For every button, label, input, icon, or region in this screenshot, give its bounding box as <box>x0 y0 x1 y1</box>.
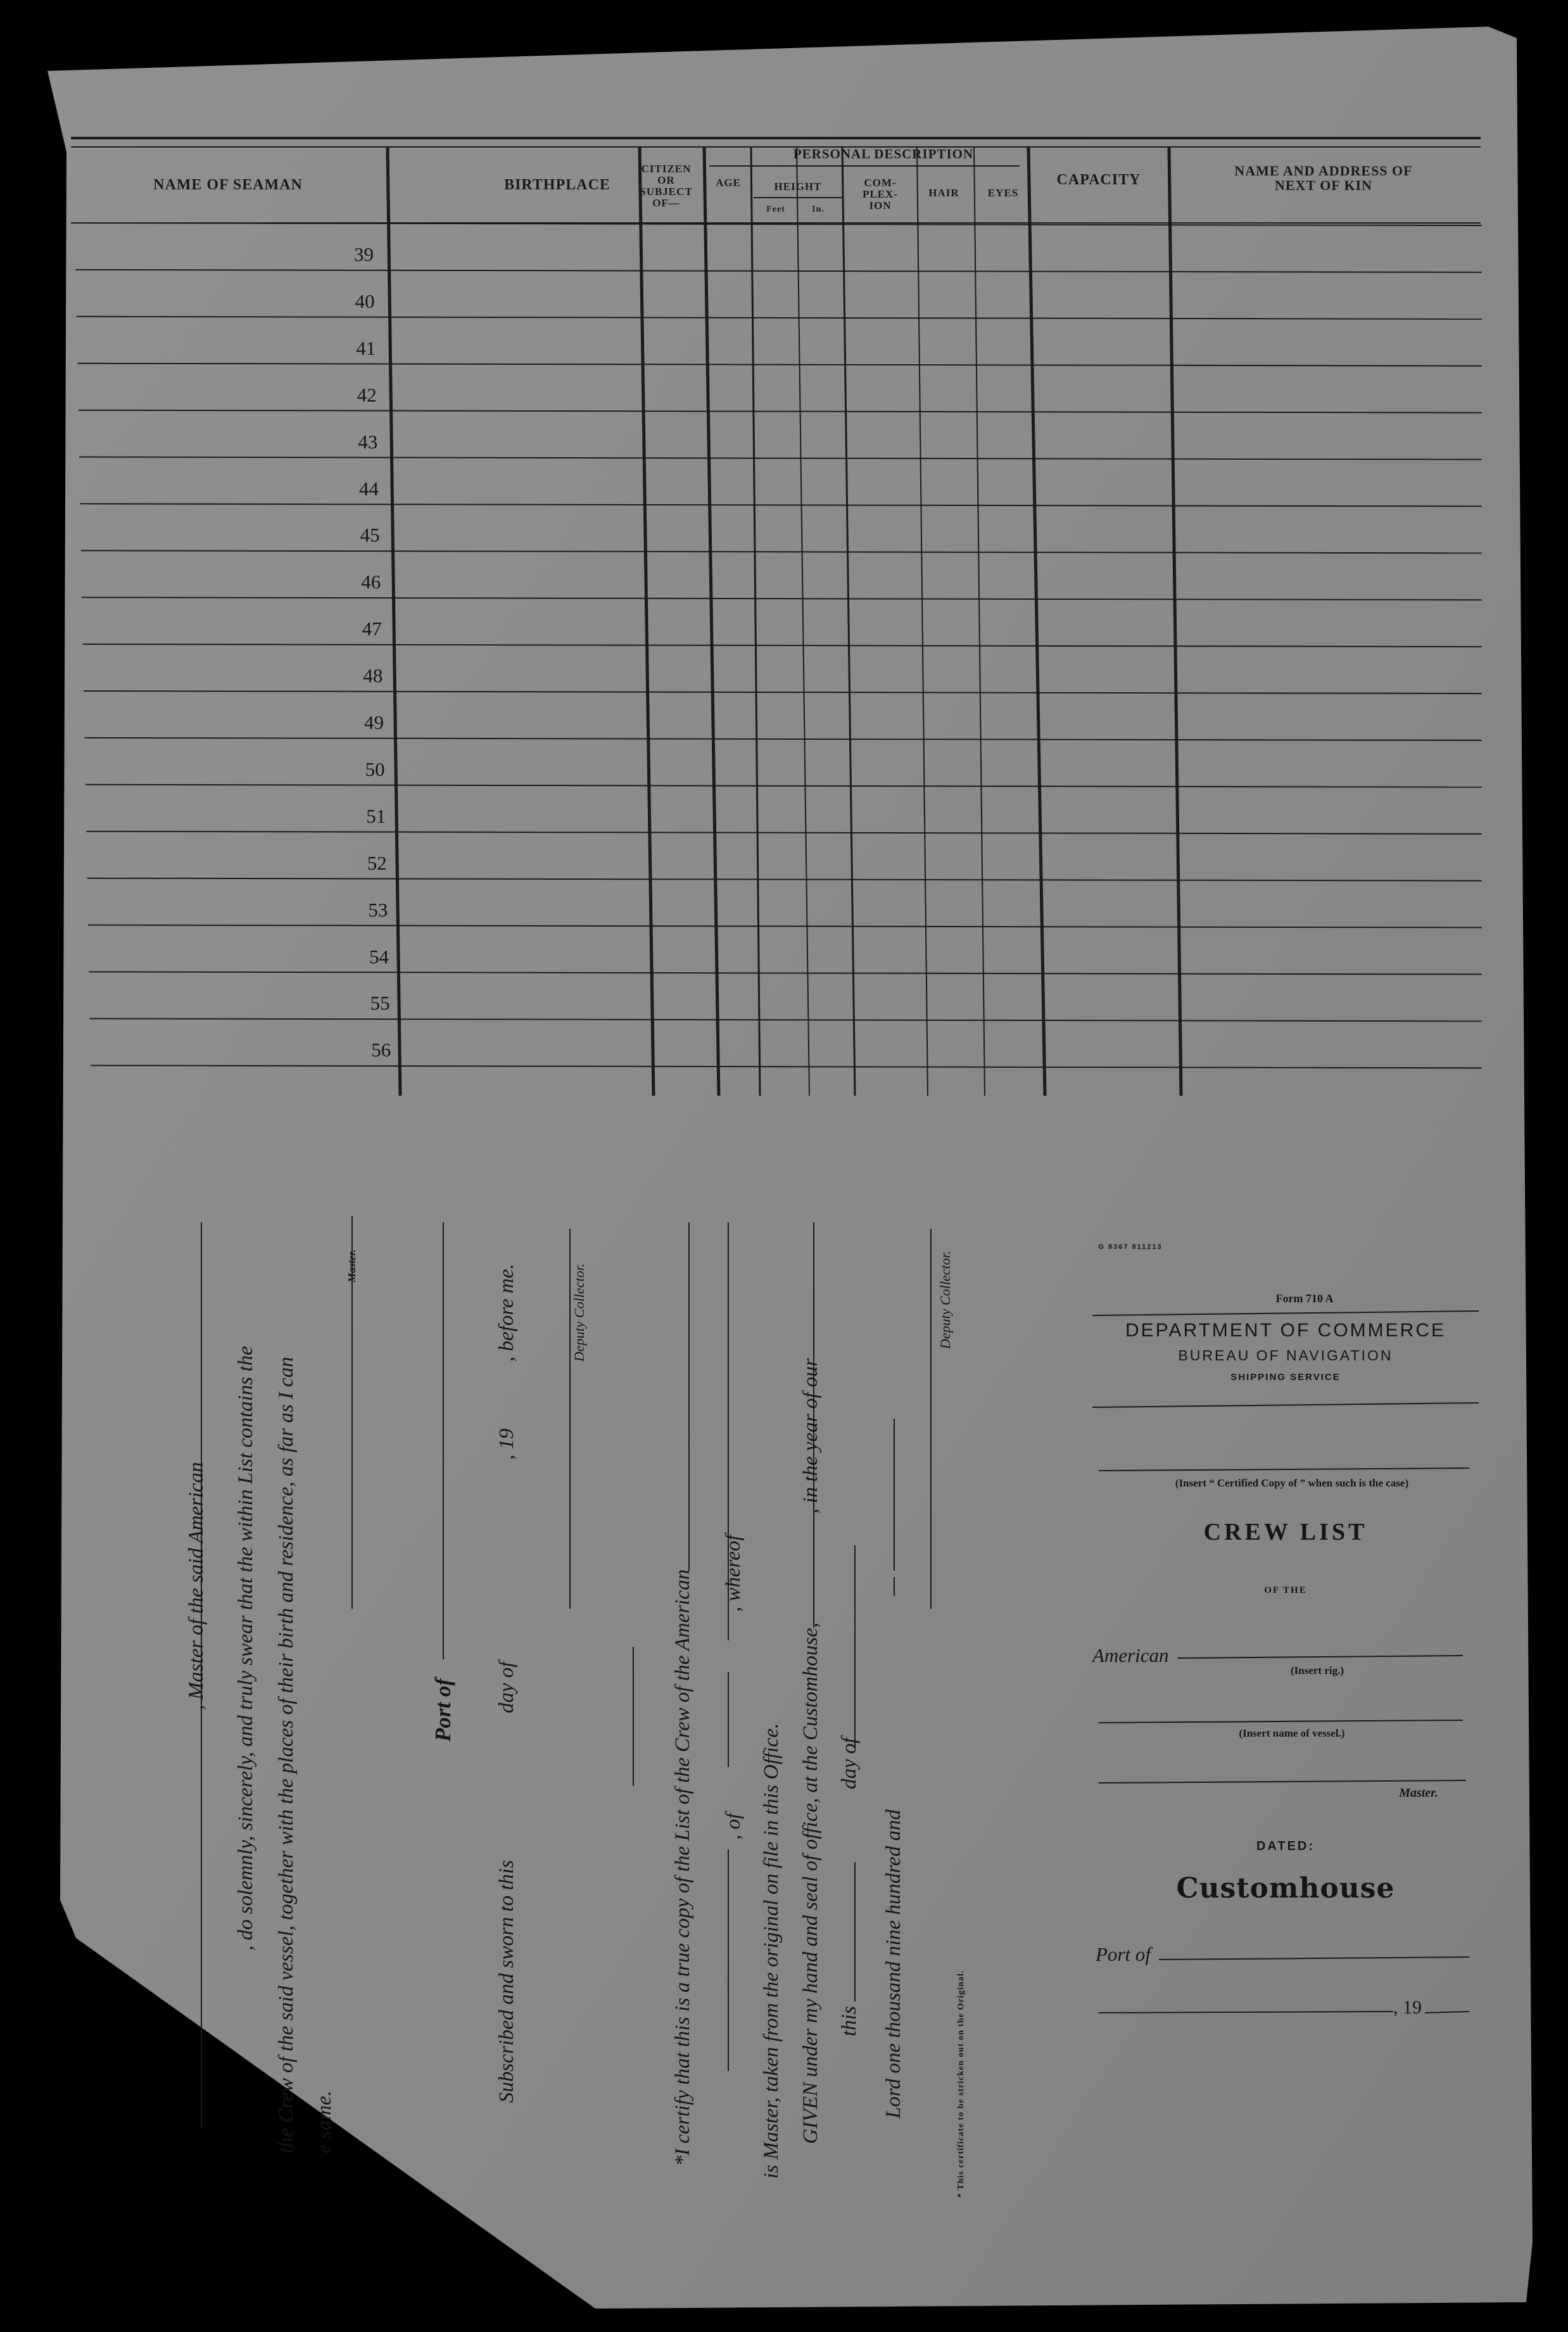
header-complexion-line: PLEX- <box>863 187 898 200</box>
certificate-this: this <box>838 2006 861 2036</box>
form-number: Form 710 A <box>1275 1292 1334 1305</box>
header-hair: HAIR <box>928 187 959 199</box>
row-number: 52 <box>367 851 387 874</box>
of-the-label: OF THE <box>1264 1585 1307 1595</box>
print-code: G 8367 811213 <box>1098 1243 1163 1251</box>
row-number: 50 <box>365 757 385 780</box>
insert-vessel-note: (Insert name of vessel.) <box>1239 1727 1345 1739</box>
header-feet: Feet <box>766 205 785 214</box>
row-number: 56 <box>371 1039 391 1061</box>
certificate-day-of: day of <box>838 1737 861 1789</box>
header-next-of-kin <box>1172 163 1476 193</box>
header-citizen-line: SUBJECT <box>640 185 693 198</box>
header-citizen-line: CITIZEN <box>641 163 692 175</box>
oath-year-19: , 19 <box>495 1428 518 1460</box>
department-title: DEPARTMENT OF COMMERCE <box>1125 1320 1446 1341</box>
row-number: 42 <box>357 383 377 406</box>
row-number: 39 <box>354 243 374 265</box>
certificate-year-of-our: , in the year of our <box>799 1358 822 1514</box>
row-number: 46 <box>361 571 381 593</box>
oath-port-of: Port of <box>431 1678 455 1742</box>
certificate-whereof: , whereof <box>722 1535 745 1612</box>
header-complexion-line: ION <box>869 199 892 212</box>
header-personal-description: PERSONAL DESCRIPTION <box>793 146 974 162</box>
header-eyes: EYES <box>987 187 1019 199</box>
american-label: American <box>1092 1644 1169 1666</box>
oath-before-me: , before me. <box>495 1264 518 1362</box>
header-complexion-line: COM- <box>864 177 897 189</box>
oath-day-of: day of <box>495 1661 518 1713</box>
row-number: 48 <box>363 664 383 687</box>
customhouse-title: Customhouse <box>1176 1872 1395 1904</box>
row-number: 54 <box>369 945 389 968</box>
row-number: 51 <box>366 804 386 827</box>
row-number: 43 <box>358 430 378 453</box>
header-height: HEIGHT <box>774 181 822 193</box>
dated-label: DATED: <box>1256 1839 1315 1853</box>
oath-line-4: e same. <box>313 2091 336 2153</box>
row-number: 49 <box>364 711 384 733</box>
certificate-of: , of <box>722 1813 745 1840</box>
certificate-line-3: is Master, taken from the original on file in this Office. <box>760 1723 783 2179</box>
row-number: 47 <box>362 618 382 640</box>
certificate-line-1: *I certify that this is a true copy of the List of the Crew of the American <box>671 1569 694 2166</box>
header-birthplace: BIRTHPLACE <box>504 177 610 193</box>
header-next-of-kin-line: NEXT OF KIN <box>1274 177 1373 194</box>
service-title: SHIPPING SERVICE <box>1230 1372 1341 1383</box>
header-complexion <box>845 177 915 212</box>
row-number: 44 <box>359 477 379 500</box>
header-capacity: CAPACITY <box>1056 172 1141 188</box>
row-number: 41 <box>356 336 376 359</box>
certificate-given: GIVEN under my hand and seal of office, at the Customhouse, <box>799 1622 822 2144</box>
row-number: 55 <box>370 992 390 1015</box>
row-number: 53 <box>368 898 388 921</box>
row-number: 45 <box>360 524 380 547</box>
cover-port-of: Port of <box>1096 1943 1151 1965</box>
insert-rig-note: (Insert rig.) <box>1290 1664 1344 1676</box>
certificate-deputy-collector: Deputy Collector. <box>937 1250 953 1349</box>
oath-line-1: , Master of the said American <box>185 1462 208 1710</box>
oath-deputy-collector: Deputy Collector. <box>571 1263 587 1362</box>
header-citizen-line: OF— <box>652 196 680 209</box>
master-signature-label: Master. <box>346 1249 358 1283</box>
header-inches: In. <box>812 205 825 214</box>
header-age: AGE <box>716 177 741 189</box>
certificate-line-6: Lord one thousand nine hundred and <box>882 1809 905 2119</box>
paper-sheet <box>47 27 1533 2309</box>
row-number: 40 <box>355 289 375 312</box>
cover-master-label: Master. <box>1399 1786 1438 1800</box>
oath-line-3: the Crew of the said vessel, together with the places of their birth and residence, as far as I can <box>275 1357 298 2153</box>
header-citizen-line: OR <box>657 174 675 186</box>
header-next-of-kin-line: NAME AND ADDRESS OF <box>1234 163 1413 179</box>
certificate-footnote: * This certificate to be stricken out on the Original. <box>956 1970 966 2198</box>
header-citizen <box>638 163 694 208</box>
cover-year-19: , 19 <box>1393 1997 1422 2018</box>
bureau-title: BUREAU OF NAVIGATION <box>1178 1347 1393 1364</box>
header-name-of-seaman: NAME OF SEAMAN <box>153 177 303 193</box>
insert-certified-note: (Insert “ Certified Copy of ” when such is the case) <box>1175 1477 1409 1489</box>
crew-list-title: CREW LIST <box>1203 1519 1368 1545</box>
oath-line-2: , do solemnly, sincerely, and truly swear that the within List contains the <box>234 1346 257 1951</box>
oath-subscribed: Subscribed and sworn to this <box>495 1860 518 2103</box>
